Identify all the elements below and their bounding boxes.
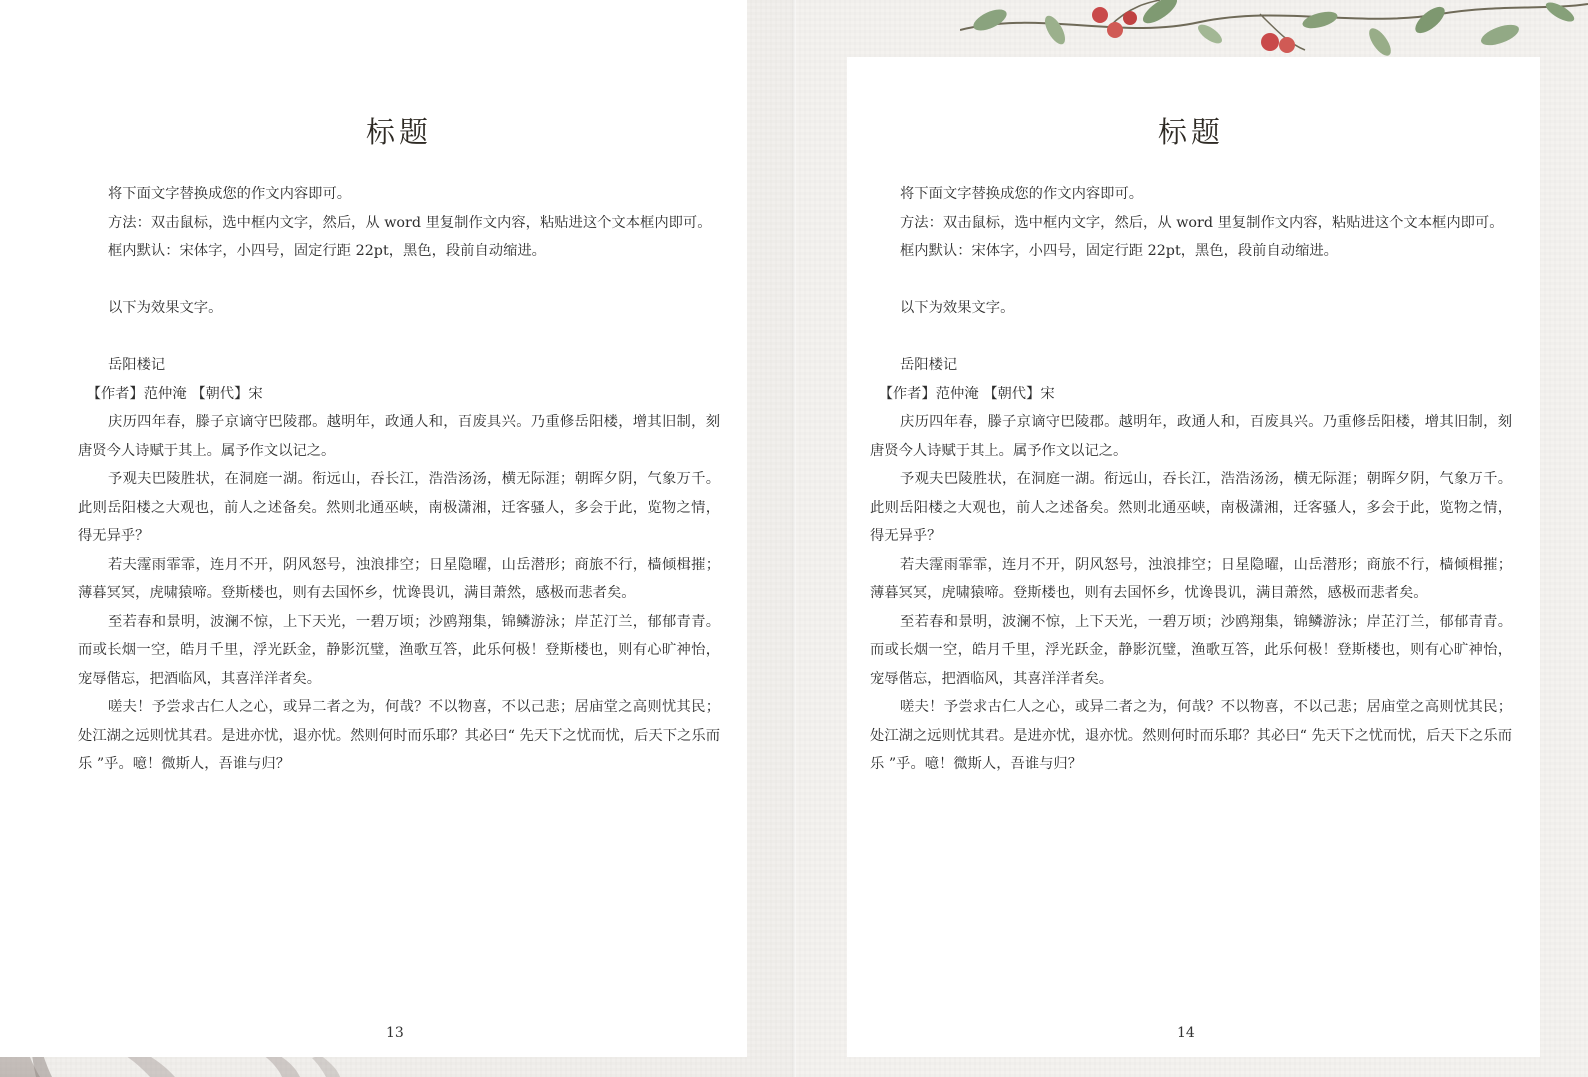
paragraph[interactable]: 方法：双击鼠标，选中框内文字，然后，从 word 里复制作文内容，粘贴进这个文本框内即可。: [900, 214, 1504, 231]
paragraph[interactable]: 予观夫巴陵胜状，在洞庭一湖。衔远山，吞长江，浩浩汤汤，横无际涯；朝晖夕阴，气象万千。此则岳阳楼之大观也，前人之述备矣。然则北通巫峡，南极潇湘，迁客骚人，多会于此，览物之情，得无异乎？: [78, 471, 720, 544]
paragraph[interactable]: 嗟夫！予尝求古仁人之心，或异二者之为，何哉？不以物喜，不以己悲；居庙堂之高则忧其民；处江湖之远则忧其君。是进亦忧，退亦忧。然则何时而乐耶？其必曰“ 先天下之忧而忧，后天下之乐而乐 ”乎。噫！微斯人，吾谁与归？: [78, 699, 720, 772]
page-title[interactable]: 标题: [365, 115, 432, 149]
author-line[interactable]: 【作者】范仲淹 【朝代】宋: [878, 385, 1055, 402]
essay-title[interactable]: 岳阳楼记: [900, 357, 958, 373]
paragraph[interactable]: 框内默认：宋体字，小四号，固定行距 22pt，黑色，段前自动缩进。: [108, 243, 546, 259]
page-title[interactable]: 标题: [1157, 115, 1224, 149]
page-number: 14: [1177, 1025, 1195, 1041]
paragraph[interactable]: 将下面文字替换成您的作文内容即可。: [900, 186, 1144, 202]
essay-title[interactable]: 岳阳楼记: [108, 357, 166, 373]
essay-body[interactable]: [78, 180, 720, 779]
paragraph[interactable]: 将下面文字替换成您的作文内容即可。: [108, 186, 352, 202]
page-number: 13: [386, 1025, 404, 1041]
paragraph[interactable]: 予观夫巴陵胜状，在洞庭一湖。衔远山，吞长江，浩浩汤汤，横无际涯；朝晖夕阴，气象万千。此则岳阳楼之大观也，前人之述备矣。然则北通巫峡，南极潇湘，迁客骚人，多会于此，览物之情，得无异乎？: [870, 471, 1512, 544]
paragraph[interactable]: 若夫霪雨霏霏，连月不开，阴风怒号，浊浪排空；日星隐曜，山岳潜形；商旅不行，樯倾楫摧；薄暮冥冥，虎啸猿啼。登斯楼也，则有去国怀乡，忧谗畏讥，满目萧然，感极而悲者矣。: [870, 556, 1512, 601]
blank-line: [870, 266, 1512, 295]
paragraph[interactable]: 以下为效果文字。: [108, 300, 223, 316]
paragraph[interactable]: 以下为效果文字。: [900, 300, 1015, 316]
paragraph[interactable]: 框内默认：宋体字，小四号，固定行距 22pt，黑色，段前自动缩进。: [900, 243, 1338, 259]
author-line[interactable]: 【作者】范仲淹 【朝代】宋: [86, 385, 263, 402]
paragraph[interactable]: 方法：双击鼠标，选中框内文字，然后，从 word 里复制作文内容，粘贴进这个文本框内即可。: [108, 214, 712, 231]
paragraph[interactable]: 至若春和景明，波澜不惊，上下天光，一碧万顷；沙鸥翔集，锦鳞游泳；岸芷汀兰，郁郁青青。而或长烟一空，皓月千里，浮光跃金，静影沉璧，渔歌互答，此乐何极！登斯楼也，则有心旷神怡，宠辱偕忘，把酒临风，其喜洋洋者矣。: [78, 613, 720, 687]
blank-line: [78, 323, 720, 352]
book-gutter: [792, 0, 796, 1077]
paragraph[interactable]: 至若春和景明，波澜不惊，上下天光，一碧万顷；沙鸥翔集，锦鳞游泳；岸芷汀兰，郁郁青青。而或长烟一空，皓月千里，浮光跃金，静影沉璧，渔歌互答，此乐何极！登斯楼也，则有心旷神怡，宠辱偕忘，把酒临风，其喜洋洋者矣。: [870, 613, 1512, 687]
berry-branch-icon: [960, 0, 1588, 60]
paragraph[interactable]: 庆历四年春，滕子京谪守巴陵郡。越明年，政通人和，百废具兴。乃重修岳阳楼，增其旧制，刻唐贤今人诗赋于其上。属予作文以记之。: [870, 414, 1512, 459]
paragraph[interactable]: 庆历四年春，滕子京谪守巴陵郡。越明年，政通人和，百废具兴。乃重修岳阳楼，增其旧制，刻唐贤今人诗赋于其上。属予作文以记之。: [78, 414, 720, 459]
paragraph[interactable]: 若夫霪雨霏霏，连月不开，阴风怒号，浊浪排空；日星隐曜，山岳潜形；商旅不行，樯倾楫摧；薄暮冥冥，虎啸猿啼。登斯楼也，则有去国怀乡，忧谗畏讥，满目萧然，感极而悲者矣。: [78, 556, 720, 601]
blank-line: [870, 323, 1512, 352]
essay-body[interactable]: [870, 180, 1512, 779]
paragraph[interactable]: 嗟夫！予尝求古仁人之心，或异二者之为，何哉？不以物喜，不以己悲；居庙堂之高则忧其民；处江湖之远则忧其君。是进亦忧，退亦忧。然则何时而乐耶？其必曰“ 先天下之忧而忧，后天下之乐而乐 ”乎。噫！微斯人，吾谁与归？: [870, 699, 1512, 772]
blank-line: [78, 266, 720, 295]
